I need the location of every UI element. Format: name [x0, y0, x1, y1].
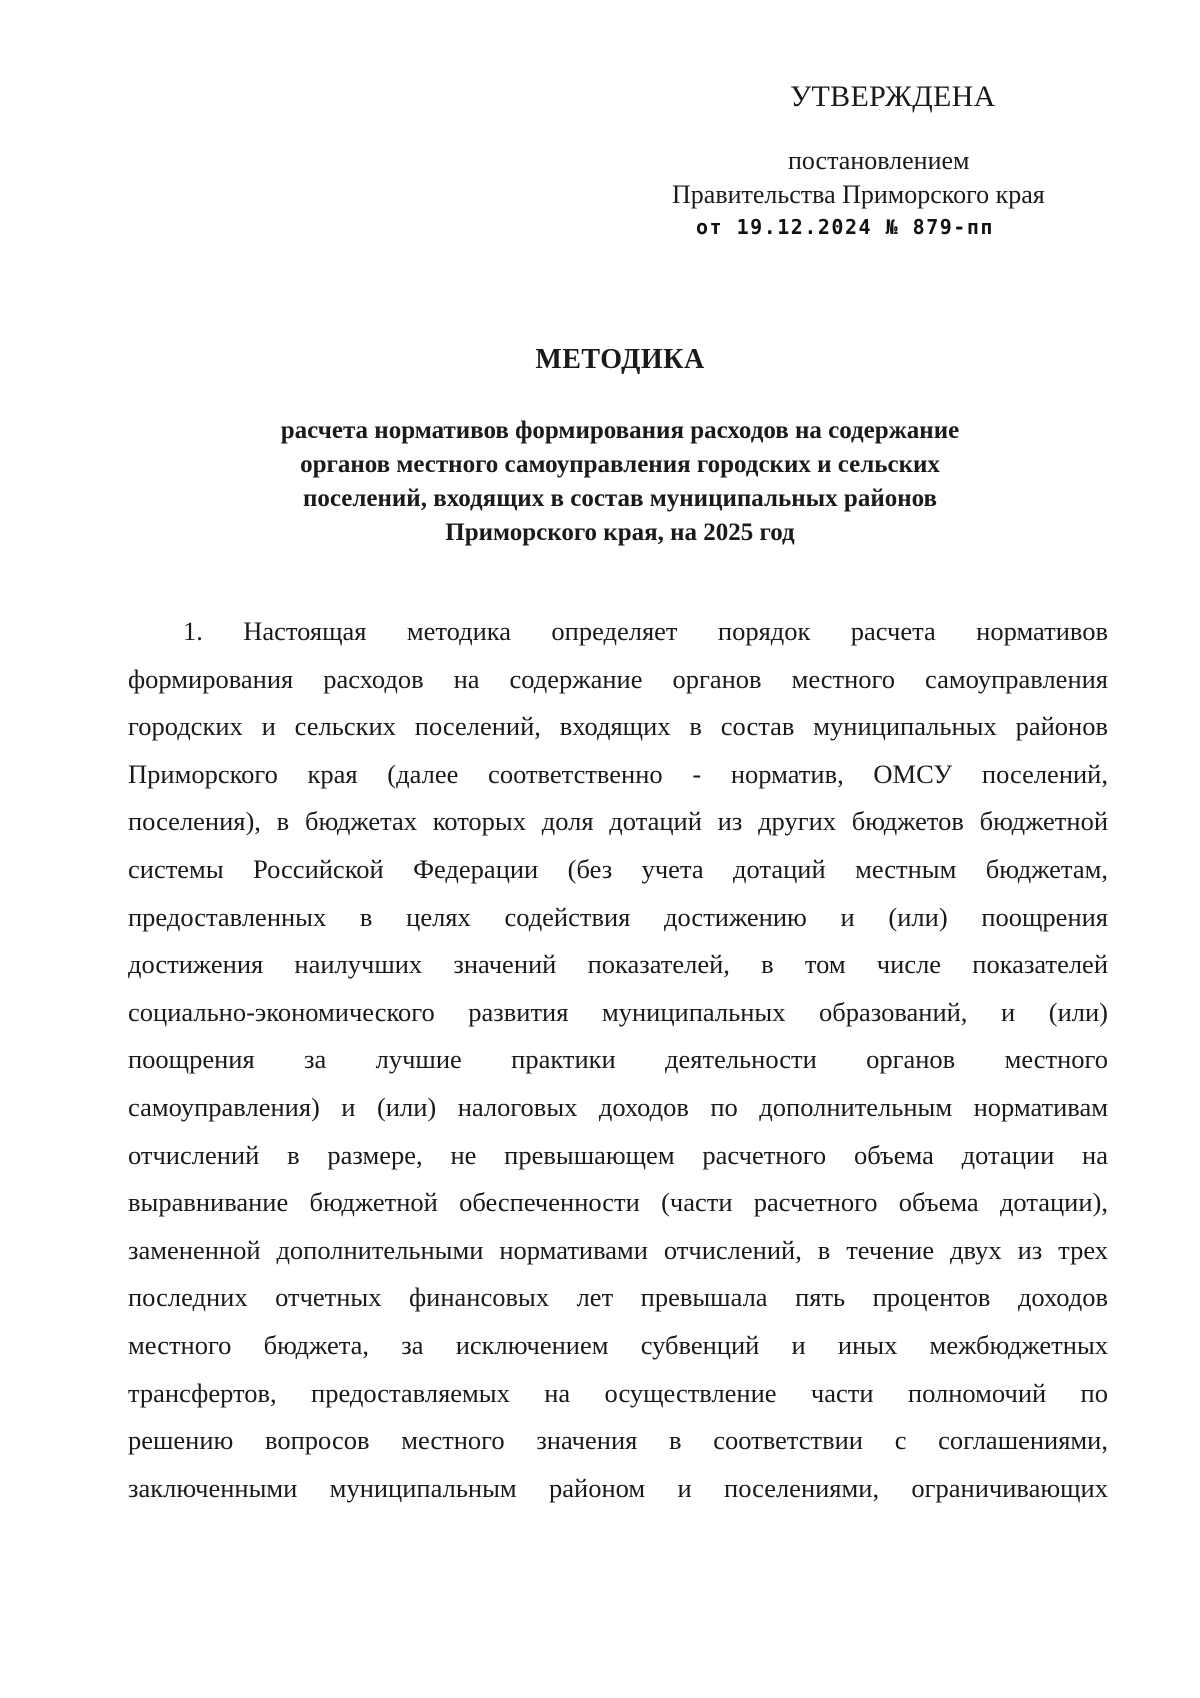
- paragraph-1: [128, 608, 1108, 1512]
- paragraph-line: самоуправления) и (или) налоговых доходов по дополнительным нормативам: [128, 1091, 1108, 1122]
- approval-block: [672, 74, 1122, 241]
- document-title: МЕТОДИКА: [535, 344, 705, 375]
- paragraph-line: предоставленных в целях содействия достижению и (или) поощрения: [128, 901, 1108, 932]
- paragraph-line: замененной дополнительными нормативами отчислений, в течение двух из трех: [128, 1234, 1108, 1265]
- paragraph-line: достижения наилучших значений показателей, в том числе показателей: [128, 949, 1108, 980]
- approval-decree: постановлением: [788, 146, 970, 175]
- paragraph-line: поощрения за лучшие практики деятельности органов местного: [128, 1044, 1108, 1075]
- paragraph-line: системы Российской Федерации (без учета дотаций местным бюджетам,: [128, 853, 1108, 884]
- paragraph-line: заключенными муниципальным районом и поселениями, ограничивающих: [128, 1472, 1108, 1503]
- paragraph-line: городских и сельских поселений, входящих в состав муниципальных районов: [128, 711, 1108, 742]
- paragraph-line: трансфертов, предоставляемых на осуществление части полномочий по: [128, 1377, 1108, 1408]
- approval-number: от 19.12.2024 № 879-пп: [696, 215, 994, 239]
- subtitle-line: поселений, входящих в состав муниципальных районов: [302, 485, 938, 512]
- subtitle-line: органов местного самоуправления городских и сельских: [300, 451, 940, 478]
- paragraph-line: Приморского края (далее соответственно - норматив, ОМСУ поселений,: [128, 758, 1108, 789]
- subtitle-line: расчета нормативов формирования расходов на содержание: [280, 417, 960, 444]
- paragraph-line: решению вопросов местного значения в соответствии с соглашениями,: [128, 1425, 1108, 1456]
- approval-government: Правительства Приморского края: [672, 180, 1045, 209]
- subtitle-line: Приморского края, на 2025 год: [445, 519, 795, 546]
- paragraph-line: 1. Настоящая методика определяет порядок расчета нормативов: [183, 616, 1108, 646]
- paragraph-line: отчислений в размере, не превышающем расчетного объема дотации на: [128, 1139, 1108, 1170]
- paragraph-line: выравнивание бюджетной обеспеченности (части расчетного объема дотации),: [128, 1187, 1108, 1218]
- paragraph-line: социально-экономического развития муниципальных образований, и (или): [128, 996, 1108, 1027]
- paragraph-line: поселения), в бюджетах которых доля дотаций из других бюджетов бюджетной: [128, 806, 1108, 837]
- document-subtitle: [130, 414, 1110, 550]
- paragraph-line: местного бюджета, за исключением субвенций и иных межбюджетных: [128, 1329, 1108, 1360]
- approval-heading: УТВЕРЖДЕНА: [790, 80, 996, 113]
- paragraph-line: последних отчетных финансовых лет превышала пять процентов доходов: [128, 1282, 1108, 1313]
- paragraph-line: формирования расходов на содержание органов местного самоуправления: [128, 663, 1108, 694]
